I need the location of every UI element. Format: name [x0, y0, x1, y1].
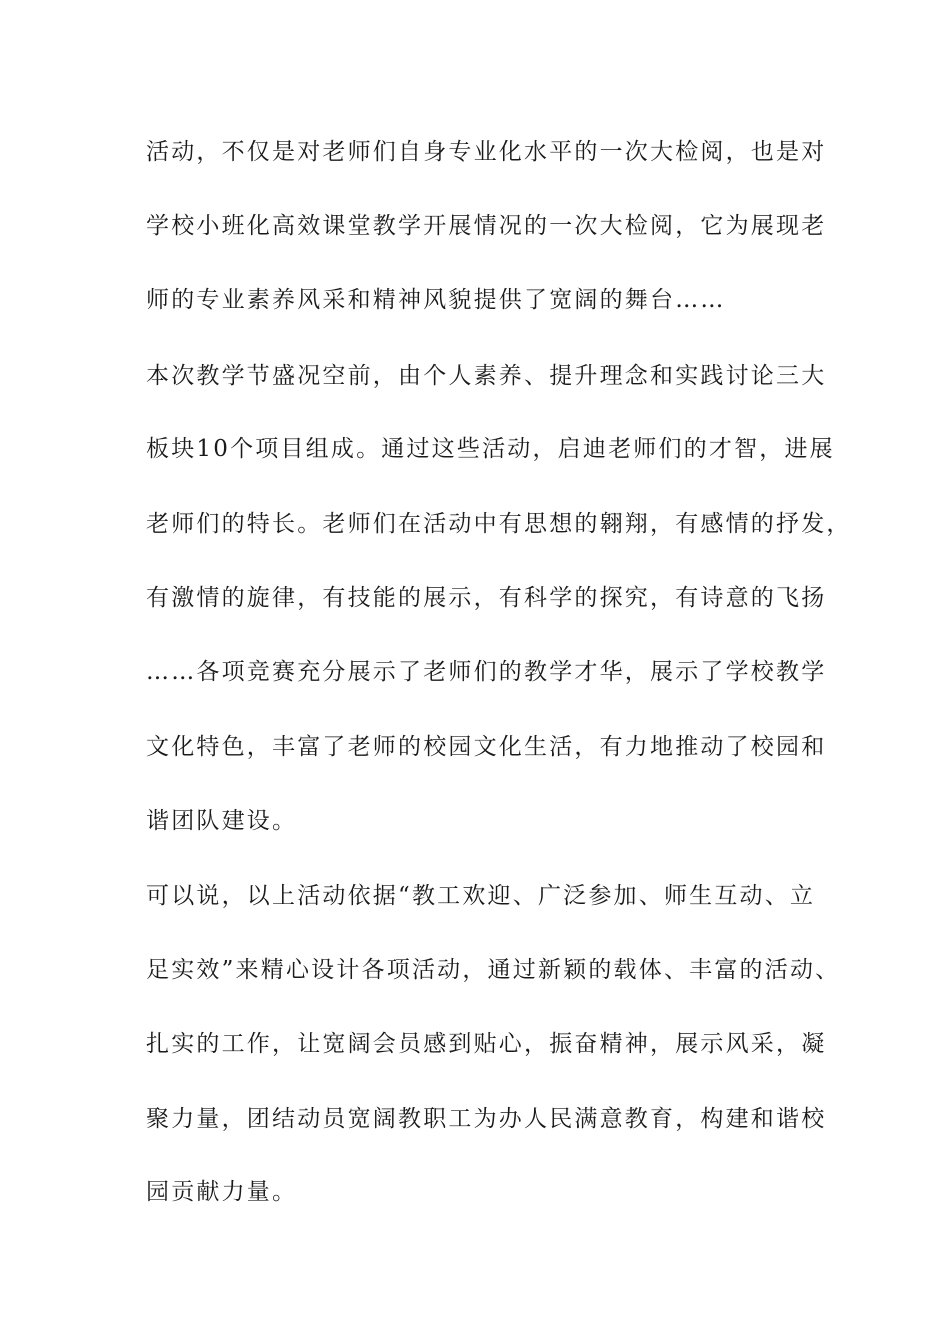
text-line-12: 足实效”来精心设计各项活动，通过新颖的载体、丰富的活动、: [146, 957, 841, 983]
text-line-2: 学校小班化高效课堂教学开展情况的一次大检阅，它为展现老: [146, 213, 827, 239]
text-line-10: 谐团队建设。: [146, 808, 298, 834]
text-line-6: 老师们的特长。老师们在活动中有思想的翱翔，有感情的抒发，: [146, 511, 852, 537]
text-line-15: 园贡献力量。: [146, 1179, 298, 1205]
text-line-11: 可以说，以上活动依据“教工欢迎、广泛参加、师生互动、立: [146, 883, 816, 909]
text-line-7: 有激情的旋律，有技能的展示，有科学的探究，有诗意的飞扬: [146, 585, 827, 611]
text-line-13: 扎实的工作，让宽阔会员感到贴心，振奋精神，展示风采，凝: [146, 1031, 827, 1057]
text-line-8: ……各项竞赛充分展示了老师们的教学才华，展示了学校教学: [146, 659, 827, 685]
text-line-1: 活动，不仅是对老师们自身专业化水平的一次大检阅，也是对: [146, 139, 827, 165]
text-line-5: 板块10个项目组成。通过这些活动，启迪老师们的才智，进展: [146, 436, 835, 462]
text-line-9: 文化特色，丰富了老师的校园文化生活，有力地推动了校园和: [146, 734, 827, 760]
text-line-14: 聚力量，团结动员宽阔教职工为办人民满意教育，构建和谐校: [146, 1106, 827, 1132]
text-line-3: 师的专业素养风采和精神风貌提供了宽阔的舞台……: [146, 287, 726, 313]
text-line-4: 本次教学节盛况空前，由个人素养、提升理念和实践讨论三大: [146, 363, 827, 389]
